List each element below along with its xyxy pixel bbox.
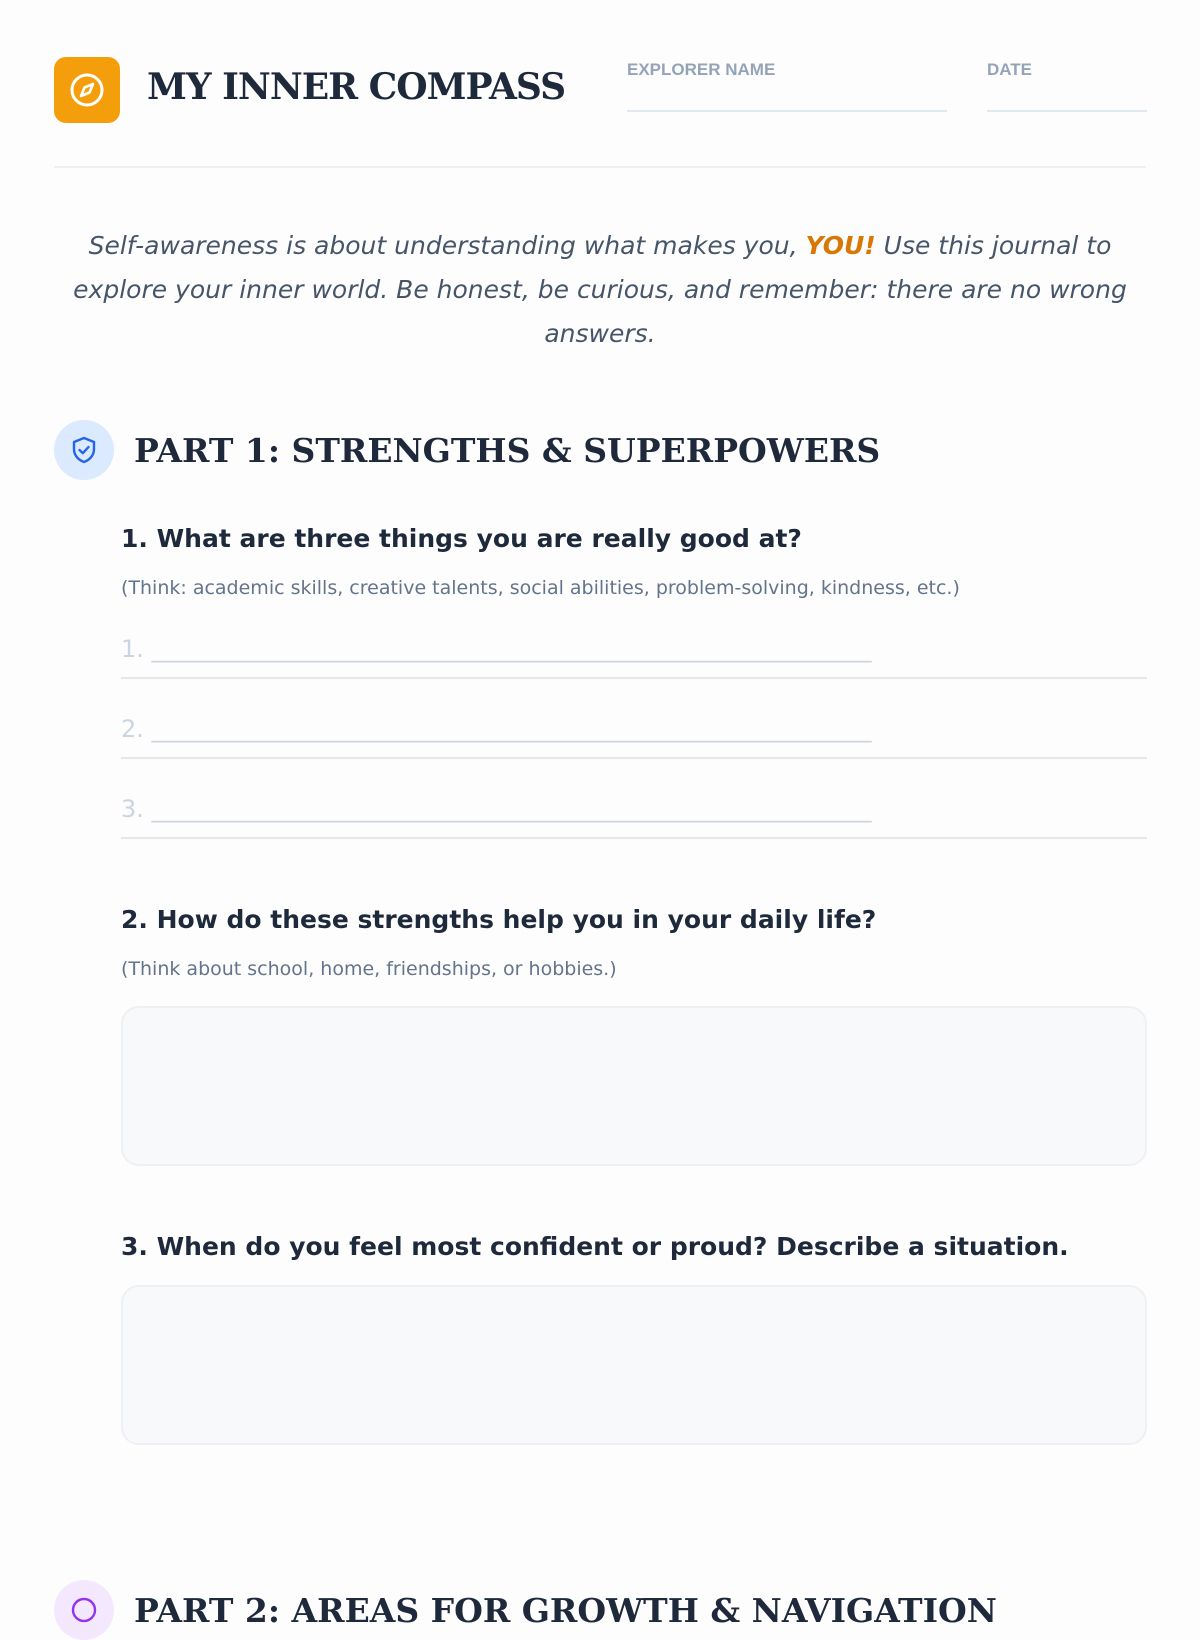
shield-check-icon [68, 434, 100, 466]
answer-line-1[interactable] [121, 599, 1147, 679]
question-1-hint: (Think: academic skills, creative talents, social abilities, problem-solving, kindness, etc.) [121, 577, 960, 599]
header [54, 0, 1146, 168]
part2-icon-badge [54, 1580, 114, 1640]
intro-highlight: YOU! [805, 231, 876, 260]
answer-line-1-placeholder: 1. ____________________________________________________________ [121, 635, 872, 663]
part1-header [54, 420, 880, 480]
intro-paragraph [64, 224, 1136, 356]
part2-header [54, 1580, 997, 1640]
answer-line-2[interactable] [121, 679, 1147, 759]
answer-line-3[interactable] [121, 759, 1147, 839]
question-1 [121, 524, 1147, 839]
question-3 [121, 1232, 1147, 1445]
logo [54, 57, 120, 123]
part2-title: PART 2: AREAS FOR GROWTH & NAVIGATION [134, 1590, 997, 1630]
compass-icon [67, 70, 107, 110]
question-2-hint: (Think about school, home, friendships, or hobbies.) [121, 958, 617, 980]
explorer-name-label: EXPLORER NAME [627, 60, 776, 79]
part1-icon-badge [54, 420, 114, 480]
question-3-text: 3. When do you feel most confident or proud? Describe a situation. [121, 1232, 1069, 1261]
answer-line-2-placeholder: 2. ____________________________________________________________ [121, 715, 872, 743]
part1-title: PART 1: STRENGTHS & SUPERPOWERS [134, 430, 881, 470]
question-3-answer-box[interactable] [121, 1285, 1147, 1445]
question-1-text: 1. What are three things you are really good at? [121, 524, 802, 553]
question-2 [121, 905, 1147, 1166]
app-title: MY INNER COMPASS [147, 66, 566, 108]
date-label: DATE [987, 60, 1033, 79]
intro-text-before: Self-awareness is about understanding what makes you, [88, 231, 798, 260]
explorer-name-input-line[interactable] [627, 110, 947, 112]
date-field[interactable] [987, 60, 1147, 112]
answer-line-3-placeholder: 3. ____________________________________________________________ [121, 795, 872, 823]
explorer-name-field[interactable] [627, 60, 947, 112]
compass-icon [68, 1594, 100, 1626]
question-2-answer-box[interactable] [121, 1006, 1147, 1166]
date-input-line[interactable] [987, 110, 1147, 112]
intro-text-after: Use this journal to explore your inner world. Be honest, be curious, and remember: there are no wrong answers. [73, 231, 1127, 348]
question-2-text: 2. How do these strengths help you in your daily life? [121, 905, 877, 934]
